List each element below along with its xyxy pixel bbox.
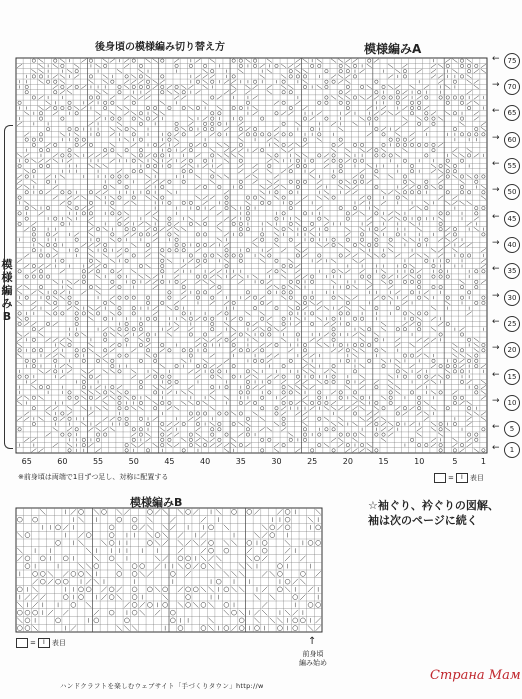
row-label: 15 — [504, 369, 520, 385]
legend-chart-b — [16, 638, 66, 648]
row-label: 45 — [504, 211, 520, 227]
row-arrow-icon: → — [492, 395, 500, 406]
column-label: 60 — [57, 457, 68, 466]
row-label: 50 — [504, 184, 520, 200]
continuation-note: ☆袖ぐり、衿ぐりの図解、袖は次のページに続く — [368, 499, 499, 527]
column-label: 40 — [200, 457, 211, 466]
start-arrow-icon: ↑ — [308, 636, 317, 647]
legend-chart-a — [434, 473, 484, 483]
row-arrow-icon: → — [492, 132, 500, 143]
row-arrow-icon: ← — [492, 211, 500, 222]
column-label: 30 — [271, 457, 282, 466]
column-label: 35 — [235, 457, 246, 466]
row-label: 25 — [504, 316, 520, 332]
start-label — [294, 650, 332, 668]
row-label: 20 — [504, 342, 520, 358]
row-label: 70 — [504, 79, 520, 95]
row-label: 55 — [504, 158, 520, 174]
row-label: 35 — [504, 263, 520, 279]
switch-method-title: 後身頃の模様編み切り替え方 — [95, 42, 225, 53]
legend-knit-symbol: I — [38, 638, 50, 648]
legend-empty-cell — [434, 473, 446, 483]
legend-equals: = — [30, 639, 36, 647]
row-arrow-icon: ← — [492, 369, 500, 380]
row-arrow-icon: → — [492, 343, 500, 354]
front-body-note: ※前身頃は両端で1目ずつ足し、対称に配置する — [18, 473, 169, 481]
row-label: 10 — [504, 395, 520, 411]
row-arrow-icon: → — [492, 290, 500, 301]
row-arrow-icon: → — [492, 185, 500, 196]
column-label: 55 — [92, 457, 104, 466]
chart-b-title: 模様編みB — [130, 496, 183, 509]
watermark: Страна Мам — [430, 668, 521, 683]
start-label-line2: 編み始め — [299, 659, 327, 667]
chart-a-grid — [16, 58, 487, 453]
row-label: 65 — [504, 105, 520, 121]
row-arrow-icon: ← — [492, 443, 500, 454]
legend-knit-symbol: I — [456, 473, 468, 483]
row-label: 75 — [504, 53, 520, 69]
footer-text: ハンドクラフトを楽しむウェブサイト「手づくりタウン」http://w — [60, 682, 264, 690]
row-arrow-icon: ← — [492, 158, 500, 169]
column-label: 25 — [307, 457, 318, 466]
column-label: 1 — [480, 457, 486, 466]
row-label: 5 — [504, 421, 520, 437]
column-label: 20 — [342, 457, 353, 466]
chart-b-grid — [16, 508, 322, 632]
row-label: 60 — [504, 132, 520, 148]
column-label: 5 — [452, 457, 458, 466]
column-label: 65 — [21, 457, 32, 466]
legend-equals: = — [448, 474, 454, 482]
legend-empty-cell — [16, 638, 28, 648]
row-arrow-icon: → — [492, 79, 500, 90]
chart-a-title: 模様編みA — [364, 42, 422, 56]
row-arrow-icon: ← — [492, 53, 500, 64]
column-label: 10 — [414, 457, 425, 466]
row-arrow-icon: ← — [492, 422, 500, 433]
column-label: 50 — [128, 457, 139, 466]
column-label: 15 — [378, 457, 389, 466]
side-label-chart-b: 模様編みB — [1, 258, 13, 323]
row-label: 1 — [504, 442, 520, 458]
row-arrow-icon: ← — [492, 106, 500, 117]
row-arrow-icon: ← — [492, 316, 500, 327]
legend-knit-text: 表目 — [469, 474, 484, 482]
row-arrow-icon: ← — [492, 264, 500, 275]
legend-knit-text: 表目 — [51, 639, 66, 647]
row-label: 30 — [504, 290, 520, 306]
start-label-line1: 前身頃 — [302, 650, 324, 658]
column-label: 45 — [164, 457, 175, 466]
row-arrow-icon: → — [492, 237, 500, 248]
row-label: 40 — [504, 237, 520, 253]
